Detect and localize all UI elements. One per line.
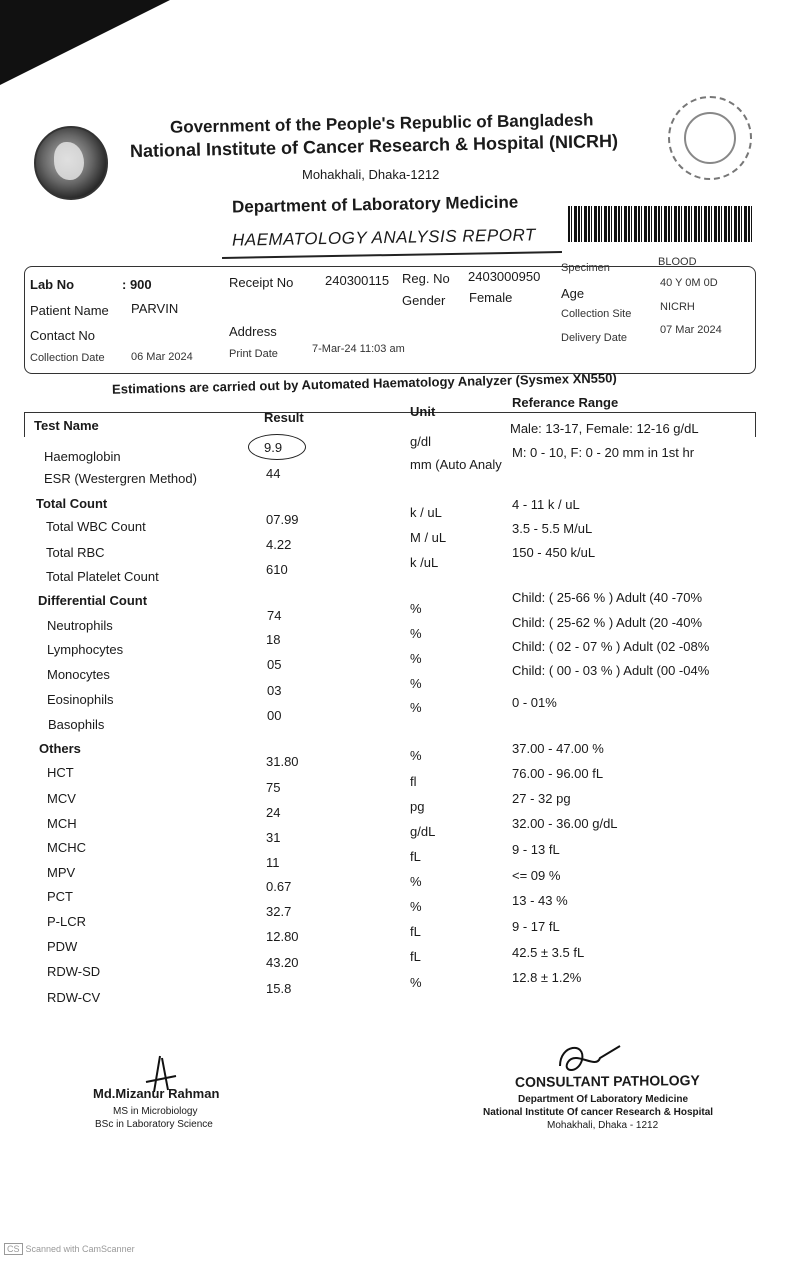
barcode [568,206,752,242]
right-signatory-department: Department Of Laboratory Medicine [518,1094,689,1105]
specimen-label: Specimen [561,262,610,274]
test-name-total-platelet: Total Platelet Count [46,569,159,584]
unit-haemoglobin: g/dl [410,434,431,449]
unit-esr: mm (Auto Analy [410,457,502,472]
unit-monocytes: % [410,651,422,666]
unit-p-lcr: % [410,899,422,914]
unit-lymphocytes: % [410,626,422,641]
test-name-monocytes: Monocytes [47,667,110,682]
right-signatory-title: CONSULTANT PATHOLOGY [514,1072,700,1090]
test-name-basophils: Basophils [48,717,105,732]
result-lymphocytes: 18 [266,632,281,647]
test-name-eosinophils: Eosinophils [47,692,114,707]
test-name-pdw: PDW [47,939,78,954]
collection-date-value: 06 Mar 2024 [131,351,193,363]
test-name-lymphocytes: Lymphocytes [47,642,124,657]
print-date-label: Print Date [229,348,278,360]
col-header-test-name: Test Name [34,418,99,433]
report-title: HAEMATOLOGY ANALYSIS REPORT [231,225,537,250]
result-hct: 31.80 [266,754,299,769]
test-name-mchc: MCHC [47,840,86,855]
result-eosinophils: 03 [267,683,282,698]
reg-no-label: Reg. No [402,271,450,286]
result-neutrophils: 74 [267,608,282,623]
test-name-rdw-cv: RDW-CV [47,990,101,1005]
address-label: Address [229,324,277,339]
test-name-rdw-sd: RDW-SD [47,964,101,979]
patient-name-label: Patient Name [30,303,109,318]
camscanner-text: Scanned with CamScanner [25,1244,135,1254]
result-mch: 24 [266,805,281,820]
receipt-no-label: Receipt No [229,275,294,290]
unit-pdw: fL [410,924,421,939]
range-esr: M: 0 - 10, F: 0 - 20 mm in 1st hr [512,445,695,460]
col-header-result: Result [264,410,304,425]
estimation-note: Estimations are carried out by Automated Haematology Analyzer (Sysmex XN550) [111,370,617,397]
lab-no-value: : 900 [122,277,152,292]
gender-label: Gender [402,293,446,308]
range-monocytes: Child: ( 02 - 07 % ) Adult (02 -08% [512,639,710,654]
unit-mchc: g/dL [410,824,436,839]
unit-mpv: fL [410,849,421,864]
unit-rdw-cv: % [410,975,422,990]
range-pct: <= 09 % [512,868,561,883]
range-basophils: 0 - 01% [512,695,557,710]
collection-site-value: NICRH [660,301,695,313]
range-mch: 27 - 32 pg [512,791,571,806]
range-neutrophils: Child: ( 25-66 % ) Adult (40 -70% [512,590,703,605]
range-total-rbc: 3.5 - 5.5 M/uL [512,521,593,536]
result-esr: 44 [266,466,281,481]
section-others: Others [39,741,81,756]
result-mchc: 31 [266,830,281,845]
delivery-date-label: Delivery Date [561,332,628,344]
camscanner-logo: CS [4,1243,23,1255]
range-total-platelet: 150 - 450 k/uL [512,545,596,560]
range-p-lcr: 13 - 43 % [512,893,568,908]
receipt-no-value: 240300115 [325,273,390,288]
lab-no-label: Lab No [30,277,75,292]
age-label: Age [561,286,585,301]
result-p-lcr: 32.7 [266,904,292,919]
unit-basophils: % [410,700,422,715]
test-name-pct: PCT [47,889,73,904]
test-name-hct: HCT [47,765,74,780]
result-mpv: 11 [266,855,280,870]
range-hct: 37.00 - 47.00 % [512,741,604,756]
test-name-total-rbc: Total RBC [46,545,105,560]
unit-mcv: fl [410,774,417,789]
unit-mch: pg [410,799,425,814]
section-differential-count: Differential Count [38,593,148,608]
range-total-wbc: 4 - 11 k / uL [512,497,580,512]
range-mchc: 32.00 - 36.00 g/dL [512,816,618,831]
header-government-line: Government of the People's Republic of Bangladesh [169,110,594,137]
reg-no-value: 2403000950 [468,269,541,284]
right-signatory-address: Mohakhali, Dhaka - 1212 [547,1120,659,1131]
result-rdw-cv: 15.8 [266,981,292,996]
col-header-reference-range: Referance Range [512,395,619,410]
right-signatory-institute: National Institute Of cancer Research & Hospital [483,1107,714,1118]
specimen-value: BLOOD [658,256,697,268]
range-rdw-cv: 12.8 ± 1.2% [512,970,582,985]
unit-rdw-sd: fL [410,949,421,964]
unit-total-platelet: k /uL [410,555,439,570]
nicrh-seal-logo [668,96,752,180]
section-total-count: Total Count [36,496,108,511]
unit-neutrophils: % [410,601,422,616]
test-name-mpv: MPV [47,865,76,880]
result-haemoglobin: 9.9 [264,440,283,455]
range-pdw: 9 - 17 fL [512,919,560,934]
left-signatory-qualification-2: BSc in Laboratory Science [95,1119,213,1130]
range-eosinophils: Child: ( 00 - 03 % ) Adult (00 -04% [512,663,710,678]
range-mpv: 9 - 13 fL [512,842,560,857]
patient-name-value: PARVIN [131,301,179,316]
contact-no-label: Contact No [30,328,96,343]
header-address: Mohakhali, Dhaka-1212 [302,167,440,182]
bangladesh-government-logo [34,126,108,200]
scan-corner-shadow [0,0,170,85]
header-institute-name: National Institute of Cancer Research & Hospital (NICRH) [129,130,619,162]
test-name-p-lcr: P-LCR [47,914,87,929]
result-pct: 0.67 [266,879,292,894]
camscanner-watermark [4,1244,135,1254]
range-mcv: 76.00 - 96.00 fL [512,766,604,781]
result-total-wbc: 07.99 [266,512,299,527]
result-mcv: 75 [266,780,281,795]
test-name-neutrophils: Neutrophils [47,618,113,633]
delivery-date-value: 07 Mar 2024 [660,324,722,336]
unit-eosinophils: % [410,676,422,691]
test-name-esr: ESR (Westergren Method) [44,471,197,486]
unit-hct: % [410,748,422,763]
collection-site-label: Collection Site [561,308,632,320]
result-pdw: 12.80 [266,929,299,944]
collection-date-label: Collection Date [30,352,105,364]
report-title-underline [222,251,562,259]
age-value: 40 Y 0M 0D [660,277,718,289]
test-name-mcv: MCV [47,791,76,806]
test-name-mch: MCH [47,816,77,831]
print-date-value: 7-Mar-24 11:03 am [312,343,405,355]
test-name-total-wbc: Total WBC Count [46,519,146,534]
unit-pct: % [410,874,422,889]
result-total-platelet: 610 [266,562,288,577]
unit-total-wbc: k / uL [410,505,442,520]
test-name-haemoglobin: Haemoglobin [44,449,121,464]
result-total-rbc: 4.22 [266,537,292,552]
left-signatory-name: Md.Mizanur Rahman [93,1086,220,1101]
result-basophils: 00 [267,708,282,723]
department-title: Department of Laboratory Medicine [231,192,519,217]
range-rdw-sd: 42.5 ± 3.5 fL [512,945,585,960]
result-monocytes: 05 [267,657,282,672]
gender-value: Female [469,290,513,305]
range-haemoglobin: Male: 13-17, Female: 12-16 g/dL [510,421,699,436]
result-rdw-sd: 43.20 [266,955,299,970]
col-header-unit: Unit [410,404,436,419]
left-signatory-qualification-1: MS in Microbiology [113,1106,198,1117]
range-lymphocytes: Child: ( 25-62 % ) Adult (20 -40% [512,615,703,630]
unit-total-rbc: M / uL [410,530,447,545]
